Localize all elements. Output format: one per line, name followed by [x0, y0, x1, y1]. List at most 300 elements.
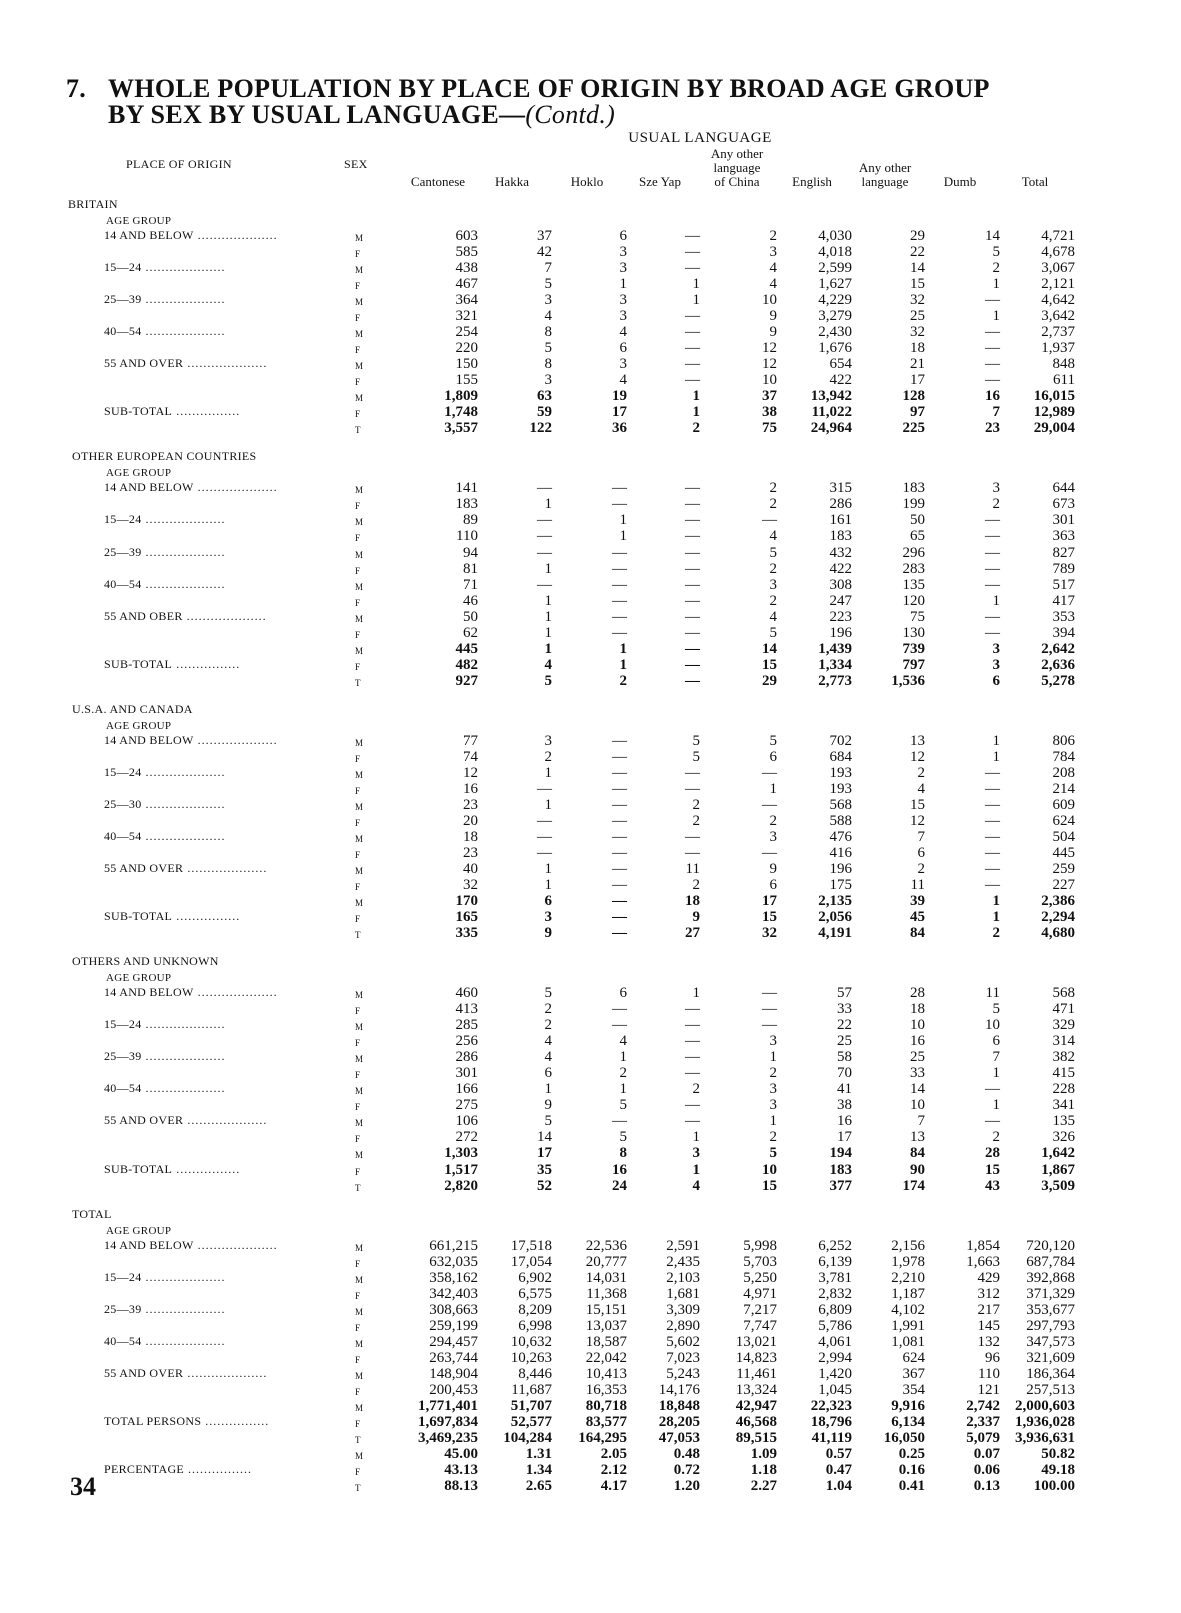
cell-hoklo: 6 [619, 340, 627, 357]
sex-code: M [355, 1402, 364, 1413]
cell-other-language: 354 [902, 1381, 925, 1398]
cell-total: 392,868 [1026, 1269, 1075, 1286]
cell-english: 33 [837, 1001, 852, 1018]
cell-dumb: 1,854 [966, 1237, 1000, 1254]
cell-sze-yap: — [685, 356, 700, 373]
sex-code: M [355, 898, 364, 909]
cell-other-china: 4 [769, 260, 777, 277]
age-group-label: AGE GROUP [106, 972, 172, 985]
cell-english: 41 [837, 1081, 852, 1098]
age-group-row-label: 25—39 .................... [104, 544, 226, 559]
cell-hakka: 6,998 [518, 1317, 552, 1334]
cell-sze-yap: — [685, 828, 700, 845]
cell-hoklo: — [612, 796, 627, 813]
table-number: 7. [66, 74, 87, 103]
cell-other-language: 2,156 [891, 1237, 925, 1254]
column-header-cantonese-line3: Cantonese [410, 174, 466, 189]
cell-hoklo: — [612, 608, 627, 625]
cell-hakka: 63 [537, 388, 552, 405]
cell-hakka: 2 [544, 1017, 552, 1034]
cell-cantonese: 2,820 [444, 1177, 478, 1194]
cell-dumb: 1 [992, 732, 1000, 749]
cell-hoklo: — [612, 893, 627, 910]
cell-other-china: 10 [762, 1161, 777, 1178]
cell-sze-yap: 1 [692, 388, 700, 405]
cell-other-language: 84 [910, 925, 925, 942]
sex-code: M [355, 1054, 364, 1065]
sex-code: M [355, 1086, 364, 1097]
cell-hakka: 35 [537, 1161, 552, 1178]
cell-cantonese: 43.13 [444, 1461, 478, 1478]
age-group-label: AGE GROUP [106, 719, 172, 732]
section-heading: OTHER EUROPEAN COUNTRIES [72, 449, 257, 464]
leader-dots: .................... [141, 260, 226, 275]
cell-cantonese: 71 [463, 576, 478, 593]
cell-cantonese: 585 [455, 244, 478, 261]
cell-other-language: 1,991 [891, 1317, 925, 1334]
cell-hakka: 5 [544, 672, 552, 689]
cell-other-language: 32 [910, 324, 925, 341]
cell-sze-yap: 2 [692, 1081, 700, 1098]
sex-code: F [355, 914, 361, 925]
cell-cantonese: 200,453 [429, 1381, 478, 1398]
cell-english: 223 [829, 608, 852, 625]
cell-other-china: 3 [769, 1033, 777, 1050]
column-header-english-line3: English [792, 174, 832, 189]
cell-english: 16 [837, 1113, 852, 1130]
cell-other-language: 283 [902, 560, 925, 577]
cell-cantonese: 62 [463, 624, 478, 641]
cell-cantonese: 12 [463, 764, 478, 781]
cell-total: 49.18 [1041, 1461, 1075, 1478]
cell-english: 2,994 [818, 1349, 852, 1366]
cell-hakka: 42 [537, 244, 552, 261]
age-group-row-label: 40—54 .................... [104, 324, 226, 339]
cell-hoklo: 17 [612, 404, 627, 421]
cell-dumb: — [985, 340, 1000, 357]
cell-other-language: 1,187 [891, 1285, 925, 1302]
subtotal-label: TOTAL PERSONS ................ [104, 1413, 270, 1428]
cell-english: 0.47 [825, 1461, 852, 1478]
cell-total: 2,000,603 [1015, 1397, 1075, 1414]
leader-dots: .................... [141, 764, 226, 779]
cell-cantonese: 50 [463, 608, 478, 625]
age-group-row-label: 14 AND BELOW .................... [104, 985, 278, 1000]
cell-hoklo: — [612, 764, 627, 781]
cell-sze-yap: 47,053 [658, 1429, 700, 1446]
age-group-row-label: 15—24 .................... [104, 260, 226, 275]
cell-sze-yap: 1.20 [673, 1478, 700, 1494]
cell-hoklo: 4 [619, 1033, 627, 1050]
cell-other-language: 33 [910, 1065, 925, 1082]
cell-hakka: 1.31 [525, 1445, 552, 1462]
cell-hoklo: 2 [619, 1065, 627, 1082]
cell-other-china: 4 [769, 528, 777, 545]
cell-cantonese: 661,215 [429, 1237, 478, 1254]
cell-hakka: 1 [544, 640, 552, 657]
cell-total: 4,721 [1041, 228, 1075, 244]
page-title-line2-text: BY SEX BY USUAL LANGUAGE— [108, 100, 526, 129]
column-header-hakka-line3: Hakka [495, 174, 529, 189]
cell-cantonese: 32 [463, 877, 478, 894]
cell-sze-yap: 2 [692, 420, 700, 437]
cell-hoklo: 15,151 [585, 1301, 627, 1318]
cell-total: 415 [1052, 1065, 1075, 1082]
cell-sze-yap: 1 [692, 276, 700, 293]
cell-sze-yap: 0.72 [673, 1461, 700, 1478]
cell-total: 1,867 [1041, 1161, 1075, 1178]
cell-total: 2,636 [1041, 656, 1075, 673]
cell-hoklo: — [612, 828, 627, 845]
age-group-label: AGE GROUP [106, 467, 172, 480]
usual-language-header: USUAL LANGUAGE [628, 130, 772, 146]
cell-cantonese: 88.13 [444, 1478, 478, 1494]
cell-cantonese: 23 [463, 796, 478, 813]
cell-dumb: — [985, 576, 1000, 593]
sex-code: M [355, 1370, 364, 1381]
cell-hakka: 17,054 [510, 1253, 552, 1270]
cell-english: 3,279 [818, 308, 852, 325]
cell-hakka: — [537, 512, 552, 529]
cell-hoklo: 3 [619, 356, 627, 373]
cell-other-language: 624 [902, 1349, 925, 1366]
cell-cantonese: 46 [463, 592, 478, 609]
cell-other-china: 7,217 [743, 1301, 777, 1318]
cell-other-china: — [762, 764, 777, 781]
cell-sze-yap: — [685, 844, 700, 861]
cell-english: 161 [829, 512, 852, 529]
cell-cantonese: 342,403 [429, 1285, 478, 1302]
cell-cantonese: 301 [455, 1065, 478, 1082]
sex-code: M [355, 833, 364, 844]
cell-hoklo: — [612, 592, 627, 609]
leader-dots: ................ [201, 1413, 270, 1428]
sex-code: F [355, 533, 361, 544]
cell-sze-yap: — [685, 228, 700, 244]
cell-hoklo: 22,042 [585, 1349, 627, 1366]
cell-other-language: 7 [917, 1113, 925, 1130]
cell-english: 2,599 [818, 260, 852, 277]
sex-code: T [355, 1483, 361, 1493]
cell-total: 611 [1053, 372, 1075, 389]
cell-sze-yap: 3 [692, 1145, 700, 1162]
page-title-contd: (Contd.) [525, 100, 616, 129]
cell-total: 208 [1052, 764, 1075, 781]
cell-dumb: — [985, 512, 1000, 529]
cell-dumb: — [985, 780, 1000, 797]
sex-code: M [355, 1242, 364, 1253]
cell-hakka: 52 [537, 1177, 552, 1194]
cell-english: 684 [829, 748, 852, 765]
cell-sze-yap: — [685, 372, 700, 389]
cell-hoklo: 20,777 [585, 1253, 627, 1270]
cell-total: 227 [1052, 877, 1075, 894]
cell-cantonese: 272 [455, 1129, 478, 1146]
cell-sze-yap: — [685, 672, 700, 689]
cell-hoklo: 14,031 [585, 1269, 627, 1286]
cell-hakka: 59 [537, 404, 552, 421]
cell-other-language: 367 [902, 1365, 925, 1382]
column-header-sze-yap-line3: Sze Yap [639, 174, 681, 189]
cell-dumb: 1 [992, 909, 1000, 926]
cell-total: 2,642 [1041, 640, 1075, 657]
cell-other-china: 75 [762, 420, 777, 437]
age-group-row-label: 14 AND BELOW .................... [104, 228, 278, 242]
cell-other-china: 37 [762, 388, 777, 405]
cell-dumb: 5 [992, 1001, 1000, 1018]
sex-code: T [355, 1182, 361, 1193]
cell-cantonese: 335 [455, 925, 478, 942]
cell-other-language: 199 [902, 496, 925, 513]
cell-sze-yap: — [685, 780, 700, 797]
sex-code: M [355, 517, 364, 528]
cell-total: 2,294 [1041, 909, 1075, 926]
cell-total: 624 [1052, 812, 1075, 829]
cell-hoklo: 4 [619, 324, 627, 341]
cell-dumb: — [985, 1113, 1000, 1130]
cell-cantonese: 321 [455, 308, 478, 325]
cell-sze-yap: — [685, 1065, 700, 1082]
cell-total: 1,936,028 [1015, 1413, 1075, 1430]
cell-other-china: 3 [769, 1097, 777, 1114]
cell-total: 371,329 [1026, 1285, 1075, 1302]
cell-other-china: 12 [762, 340, 777, 357]
cell-total: 347,573 [1026, 1333, 1075, 1350]
cell-other-language: 84 [910, 1145, 925, 1162]
cell-hoklo: 1 [619, 276, 627, 293]
cell-dumb: 15 [985, 1161, 1000, 1178]
cell-total: 1,642 [1041, 1145, 1075, 1162]
sex-code: F [355, 1102, 361, 1113]
cell-other-language: 135 [902, 576, 925, 593]
cell-sze-yap: 2 [692, 812, 700, 829]
cell-total: 720,120 [1026, 1237, 1075, 1254]
leader-dots: .................... [193, 480, 278, 495]
age-group-row-label: 40—54 .................... [104, 1081, 226, 1096]
cell-english: 196 [829, 624, 852, 641]
cell-sze-yap: — [685, 244, 700, 261]
cell-dumb: 121 [977, 1381, 1000, 1398]
cell-other-language: 225 [902, 420, 925, 437]
cell-sze-yap: 5,243 [666, 1365, 700, 1382]
leader-dots: .................... [141, 1049, 226, 1064]
cell-total: 257,513 [1026, 1381, 1075, 1398]
sex-code: F [355, 1290, 361, 1301]
sex-code: M [355, 866, 364, 877]
cell-hakka: 2 [544, 1001, 552, 1018]
cell-dumb: — [985, 624, 1000, 641]
leader-dots: .................... [141, 828, 226, 843]
cell-cantonese: 45.00 [444, 1445, 478, 1462]
cell-other-language: 2,210 [891, 1269, 925, 1286]
cell-cantonese: 358,162 [429, 1269, 478, 1286]
sex-code: M [355, 1338, 364, 1349]
sex-code: F [355, 849, 361, 860]
cell-other-china: 5 [769, 1145, 777, 1162]
cell-sze-yap: 9 [692, 909, 700, 926]
cell-hakka: — [537, 480, 552, 497]
sex-code: M [355, 990, 364, 1001]
cell-english: 2,430 [818, 324, 852, 341]
cell-other-language: 17 [910, 372, 925, 389]
cell-total: 314 [1052, 1033, 1075, 1050]
sex-code: M [355, 581, 364, 592]
cell-other-language: 18 [910, 340, 925, 357]
cell-dumb: 2,337 [966, 1413, 1000, 1430]
cell-english: 3,781 [818, 1269, 852, 1286]
cell-other-language: 25 [910, 308, 925, 325]
cell-sze-yap: 2,103 [666, 1269, 700, 1286]
cell-other-china: 9 [769, 308, 777, 325]
cell-total: 644 [1052, 480, 1075, 497]
cell-sze-yap: 1,681 [666, 1285, 700, 1302]
cell-english: 588 [829, 812, 852, 829]
cell-english: 13,942 [810, 388, 852, 405]
cell-dumb: 110 [978, 1365, 1000, 1382]
age-group-row-label: 55 AND OVER .................... [104, 861, 268, 876]
cell-total: 784 [1052, 748, 1075, 765]
cell-hoklo: — [612, 748, 627, 765]
cell-sze-yap: — [685, 544, 700, 561]
leader-dots: .................... [141, 1081, 226, 1096]
column-header-other-language-line3: language [861, 174, 909, 189]
cell-other-china: 12 [762, 356, 777, 373]
cell-hoklo: — [612, 780, 627, 797]
cell-dumb: — [985, 764, 1000, 781]
cell-dumb: 5,079 [966, 1429, 1000, 1446]
cell-hakka: — [537, 528, 552, 545]
cell-english: 22 [837, 1017, 852, 1034]
cell-hoklo: 24 [612, 1177, 627, 1194]
sex-code: M [355, 769, 364, 780]
cell-dumb: — [985, 324, 1000, 341]
cell-total: 353,677 [1026, 1301, 1075, 1318]
cell-hakka: 10,263 [510, 1349, 552, 1366]
cell-sze-yap: — [685, 592, 700, 609]
cell-other-language: 29 [910, 228, 925, 244]
cell-sze-yap: 7,023 [666, 1349, 700, 1366]
cell-dumb: 2 [992, 925, 1000, 942]
leader-dots: .................... [193, 1237, 278, 1252]
cell-other-china: 5 [769, 544, 777, 561]
cell-english: 432 [829, 544, 852, 561]
cell-other-language: 4 [917, 780, 925, 797]
sex-code: M [355, 329, 364, 340]
cell-other-china: 2 [769, 1065, 777, 1082]
cell-hoklo: 13,037 [585, 1317, 627, 1334]
cell-other-language: 97 [910, 404, 925, 421]
cell-cantonese: 1,748 [444, 404, 478, 421]
cell-dumb: 132 [977, 1333, 1000, 1350]
cell-dumb: — [985, 292, 1000, 309]
cell-hakka: 1 [544, 796, 552, 813]
cell-dumb: 217 [977, 1301, 1000, 1318]
cell-total: 3,509 [1041, 1177, 1075, 1194]
cell-cantonese: 275 [455, 1097, 478, 1114]
cell-dumb: 429 [977, 1269, 1000, 1286]
leader-dots: ................ [172, 404, 241, 419]
cell-cantonese: 294,457 [429, 1333, 478, 1350]
cell-hakka: 1 [544, 608, 552, 625]
cell-dumb: — [985, 1081, 1000, 1098]
section-heading: TOTAL [72, 1206, 112, 1221]
cell-english: 4,191 [818, 925, 852, 942]
cell-english: 2,135 [818, 893, 852, 910]
cell-cantonese: 603 [455, 228, 478, 244]
cell-hakka: 4 [544, 308, 552, 325]
cell-english: 57 [837, 985, 852, 1002]
cell-cantonese: 3,469,235 [418, 1429, 478, 1446]
cell-other-china: 4 [769, 608, 777, 625]
cell-sze-yap: 1 [692, 1161, 700, 1178]
cell-hakka: 1 [544, 877, 552, 894]
cell-hoklo: 11,368 [586, 1285, 627, 1302]
sex-code: F [355, 409, 361, 420]
cell-hoklo: — [612, 624, 627, 641]
cell-dumb: 145 [977, 1317, 1000, 1334]
cell-hoklo: — [612, 812, 627, 829]
cell-total: 4,680 [1041, 925, 1075, 942]
sex-code: F [355, 345, 361, 356]
cell-other-language: 16 [910, 1033, 925, 1050]
cell-other-language: 2 [917, 764, 925, 781]
cell-hakka: 1 [544, 592, 552, 609]
cell-hakka: 1 [544, 861, 552, 878]
sex-code: M [355, 1306, 364, 1317]
cell-hakka: 2.65 [525, 1478, 552, 1494]
cell-english: 422 [829, 372, 852, 389]
cell-other-language: 18 [910, 1001, 925, 1018]
leader-dots: .................... [183, 1113, 268, 1128]
cell-hakka: 5 [544, 276, 552, 293]
cell-english: 654 [829, 356, 852, 373]
cell-hoklo: 3 [619, 292, 627, 309]
leader-dots: .................... [141, 544, 226, 559]
cell-english: 702 [829, 732, 852, 749]
cell-dumb: 1 [992, 308, 1000, 325]
cell-hoklo: 1 [619, 656, 627, 673]
cell-other-language: 65 [910, 528, 925, 545]
cell-dumb: 1 [992, 276, 1000, 293]
cell-cantonese: 106 [455, 1113, 478, 1130]
cell-dumb: — [985, 861, 1000, 878]
cell-english: 1,676 [818, 340, 852, 357]
leader-dots: .................... [141, 576, 226, 591]
cell-hoklo: — [612, 560, 627, 577]
cell-total: 16,015 [1033, 388, 1075, 405]
cell-dumb: 3 [992, 480, 1000, 497]
cell-hakka: 14 [537, 1129, 552, 1146]
cell-dumb: — [985, 796, 1000, 813]
cell-total: 806 [1052, 732, 1075, 749]
subtotal-label: SUB-TOTAL ................ [104, 404, 241, 419]
cell-other-language: 12 [910, 748, 925, 765]
cell-other-china: 15 [762, 909, 777, 926]
cell-other-language: 0.25 [898, 1445, 925, 1462]
sex-code: F [355, 1166, 361, 1177]
cell-dumb: 3 [992, 656, 1000, 673]
cell-hoklo: 1 [619, 528, 627, 545]
cell-other-china: 11,461 [736, 1365, 777, 1382]
cell-cantonese: 183 [455, 496, 478, 513]
cell-cantonese: 263,744 [429, 1349, 478, 1366]
cell-other-china: 3 [769, 1081, 777, 1098]
cell-dumb: 312 [977, 1285, 1000, 1302]
cell-other-china: 32 [762, 925, 777, 942]
cell-other-china: 1 [769, 780, 777, 797]
cell-sze-yap: — [685, 260, 700, 277]
cell-total: 3,067 [1041, 260, 1075, 277]
